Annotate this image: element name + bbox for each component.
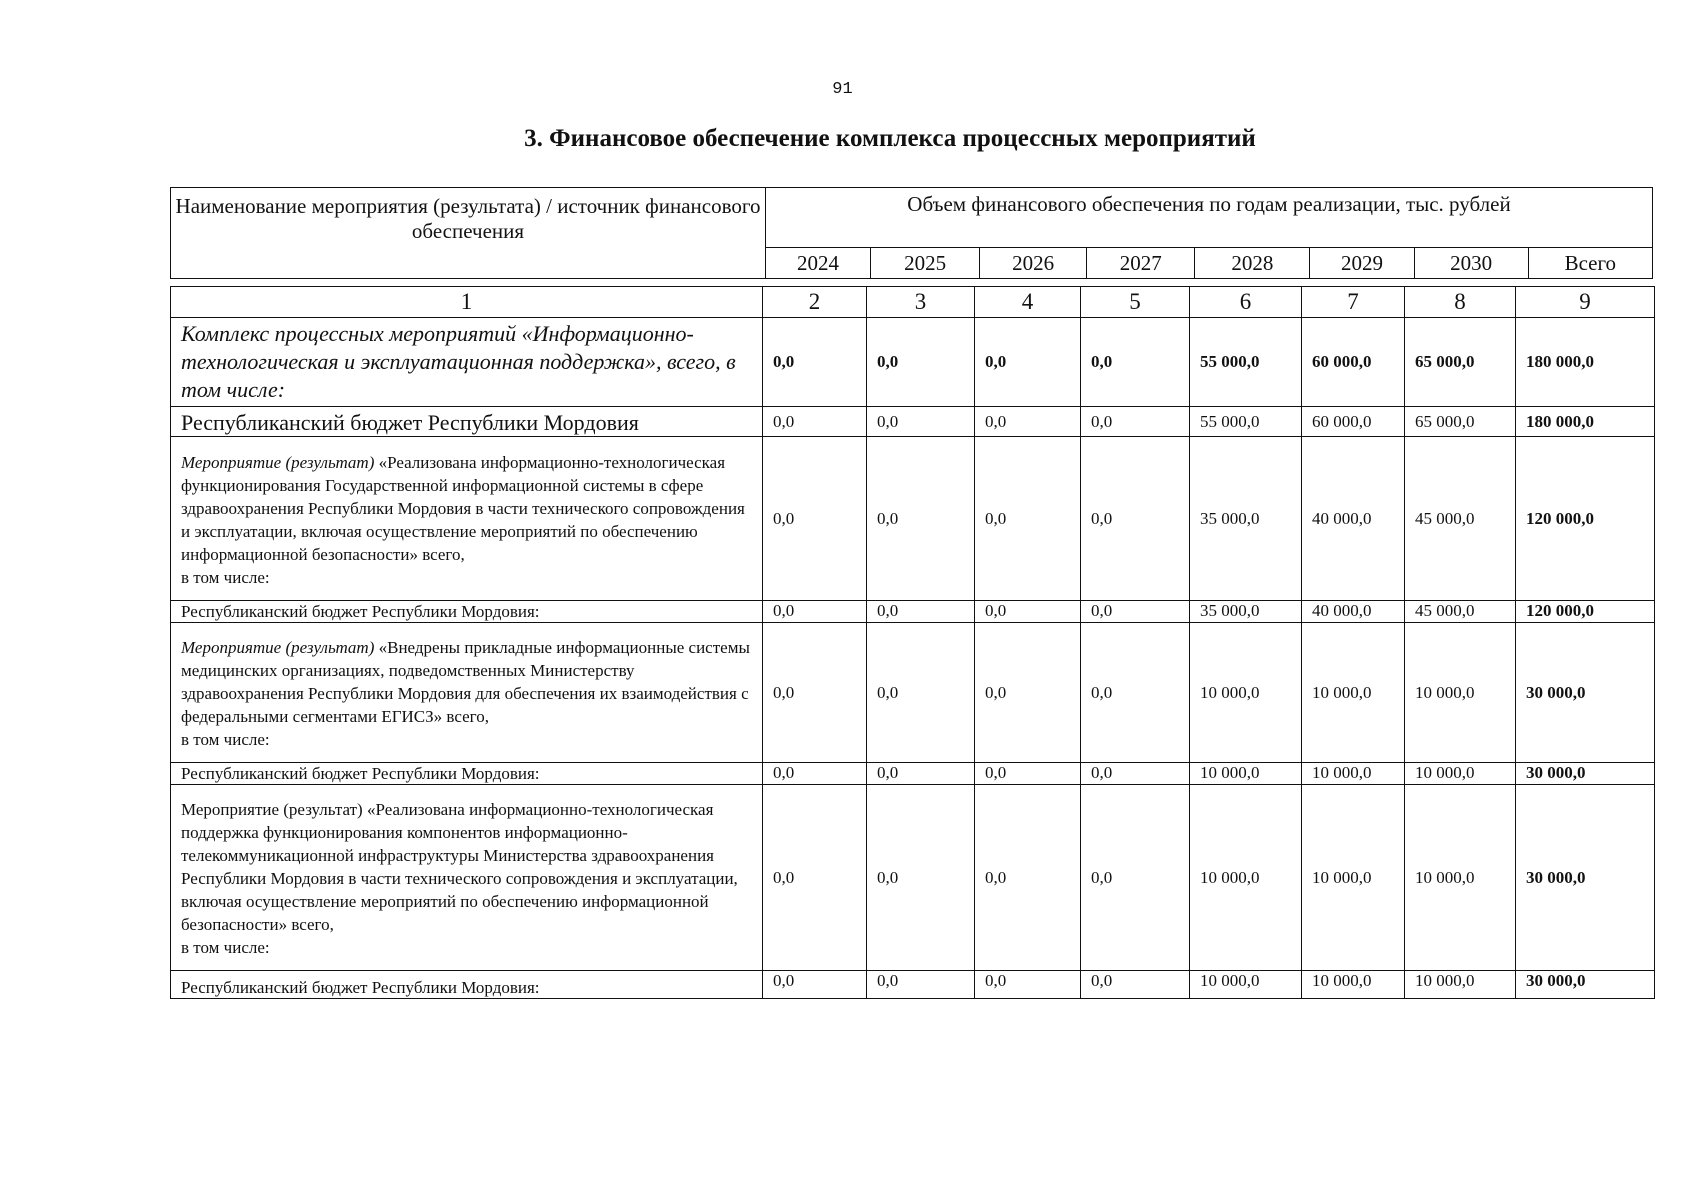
header-table [170, 187, 1653, 279]
row-value: 0,0 [867, 971, 975, 999]
row-value: 0,0 [763, 785, 867, 971]
row-value: 0,0 [867, 407, 975, 437]
row-value: 0,0 [867, 763, 975, 785]
row-total: 120 000,0 [1516, 601, 1655, 623]
header-name-column: Наименование мероприятия (результата) / источник финансового обеспечения [171, 188, 766, 279]
table-row [171, 437, 1655, 601]
row-value: 0,0 [975, 407, 1081, 437]
row-value: 0,0 [1081, 971, 1190, 999]
row-text: «Реализована информационно-технологическая функционирования Государственной информационной системы в сфере здравоохранения Республики Мордовия в части технического сопровождения и эксплуатации, включая осуществление мероприятий по обеспечению информационной безопасности» всего, [181, 452, 745, 564]
row-total: 30 000,0 [1516, 623, 1655, 763]
header-year: 2025 [871, 248, 980, 279]
page-title: 3. Финансовое обеспечение комплекса процессных мероприятий [524, 125, 1256, 152]
row-value: 10 000,0 [1405, 623, 1516, 763]
row-suffix: в том числе: [181, 938, 270, 957]
row-value: 60 000,0 [1302, 407, 1405, 437]
column-index: 1 [171, 287, 763, 318]
row-value: 0,0 [867, 623, 975, 763]
row-value: 0,0 [1081, 623, 1190, 763]
row-value: 0,0 [1081, 318, 1190, 407]
row-suffix: в том числе: [181, 567, 270, 587]
row-value: 10 000,0 [1190, 971, 1302, 999]
row-total: 180 000,0 [1516, 407, 1655, 437]
table-row [171, 318, 1655, 407]
row-value: 0,0 [1081, 785, 1190, 971]
header-year: 2024 [766, 248, 871, 279]
row-text: Мероприятие (результат) «Реализована информационно-технологическая поддержка функционирования компонентов информационно-телекоммуникационной инфраструктуры Министерства здравоохранения Республики Мордовия в части технического сопровождения и эксплуатации, включая осуществление мероприятий по обеспечению информационной безопасности» всего, [181, 800, 738, 934]
row-name: Республиканский бюджет Республики Мордовия [171, 407, 763, 437]
row-value: 0,0 [867, 318, 975, 407]
row-name: Республиканский бюджет Республики Мордовия: [171, 763, 763, 785]
row-suffix: в том числе: [181, 730, 270, 749]
table-row [171, 623, 1655, 763]
row-value: 45 000,0 [1405, 437, 1516, 601]
row-value: 0,0 [975, 601, 1081, 623]
header-year: 2026 [980, 248, 1087, 279]
column-index: 6 [1190, 287, 1302, 318]
row-name: Республиканский бюджет Республики Мордовия: [171, 971, 763, 999]
column-index: 3 [867, 287, 975, 318]
row-value: 10 000,0 [1405, 763, 1516, 785]
row-value: 10 000,0 [1190, 785, 1302, 971]
row-value: 10 000,0 [1302, 763, 1405, 785]
column-index: 9 [1516, 287, 1655, 318]
page-number: 91 [832, 80, 853, 99]
row-value: 0,0 [763, 971, 867, 999]
row-value: 0,0 [975, 971, 1081, 999]
row-value: 0,0 [763, 318, 867, 407]
row-value: 0,0 [975, 623, 1081, 763]
header-volume-column: Объем финансового обеспечения по годам реализации, тыс. рублей [766, 188, 1653, 248]
row-text: «Внедрены прикладные информационные системы медицинских организациях, подведомственных Министерству здравоохранения Республики Мордовия для обеспечения их взаимодействия с федеральными сегментами ЕГИСЗ» всего, [181, 638, 750, 726]
header-year: 2029 [1310, 248, 1414, 279]
row-value: 0,0 [763, 407, 867, 437]
finance-table [170, 286, 1655, 999]
row-total: 180 000,0 [1516, 318, 1655, 407]
header-year: 2030 [1414, 248, 1528, 279]
row-value: 35 000,0 [1190, 601, 1302, 623]
row-prefix: Мероприятие (результат) [181, 452, 375, 472]
row-prefix: Мероприятие (результат) [181, 638, 375, 657]
column-index: 8 [1405, 287, 1516, 318]
row-value: 65 000,0 [1405, 318, 1516, 407]
column-index: 7 [1302, 287, 1405, 318]
column-index: 2 [763, 287, 867, 318]
table-row [171, 407, 1655, 437]
row-value: 0,0 [763, 601, 867, 623]
row-value: 35 000,0 [1190, 437, 1302, 601]
row-value: 40 000,0 [1302, 437, 1405, 601]
row-value: 45 000,0 [1405, 601, 1516, 623]
row-value: 0,0 [867, 601, 975, 623]
row-value: 0,0 [867, 437, 975, 601]
row-value: 0,0 [763, 623, 867, 763]
row-value: 10 000,0 [1405, 785, 1516, 971]
row-value: 0,0 [1081, 601, 1190, 623]
row-name [171, 623, 763, 763]
row-name: Комплекс процессных мероприятий «Информационно-технологическая и эксплуатационная поддержка», всего, в том числе: [171, 318, 763, 407]
row-value: 10 000,0 [1405, 971, 1516, 999]
row-value: 0,0 [867, 785, 975, 971]
row-value: 10 000,0 [1190, 623, 1302, 763]
table-row [171, 601, 1655, 623]
column-index: 5 [1081, 287, 1190, 318]
row-total: 30 000,0 [1516, 785, 1655, 971]
row-value: 0,0 [975, 763, 1081, 785]
header-year: 2028 [1195, 248, 1310, 279]
row-value: 0,0 [975, 437, 1081, 601]
row-value: 10 000,0 [1190, 763, 1302, 785]
row-value: 0,0 [763, 763, 867, 785]
row-value: 10 000,0 [1302, 971, 1405, 999]
row-name [171, 437, 763, 601]
row-name: Республиканский бюджет Республики Мордовия: [171, 601, 763, 623]
row-name [171, 785, 763, 971]
row-value: 0,0 [975, 318, 1081, 407]
row-total: 30 000,0 [1516, 971, 1655, 999]
column-index: 4 [975, 287, 1081, 318]
row-value: 0,0 [1081, 407, 1190, 437]
table-row [171, 971, 1655, 999]
row-value: 0,0 [763, 437, 867, 601]
row-value: 65 000,0 [1405, 407, 1516, 437]
row-total: 30 000,0 [1516, 763, 1655, 785]
table-row [171, 763, 1655, 785]
table-row [171, 785, 1655, 971]
row-value: 10 000,0 [1302, 785, 1405, 971]
row-value: 55 000,0 [1190, 318, 1302, 407]
row-value: 40 000,0 [1302, 601, 1405, 623]
header-year: 2027 [1087, 248, 1195, 279]
header-total: Всего [1528, 248, 1652, 279]
row-value: 10 000,0 [1302, 623, 1405, 763]
row-total: 120 000,0 [1516, 437, 1655, 601]
row-value: 0,0 [1081, 437, 1190, 601]
row-value: 60 000,0 [1302, 318, 1405, 407]
row-value: 0,0 [975, 785, 1081, 971]
row-value: 55 000,0 [1190, 407, 1302, 437]
column-index-row [171, 287, 1655, 318]
row-value: 0,0 [1081, 763, 1190, 785]
